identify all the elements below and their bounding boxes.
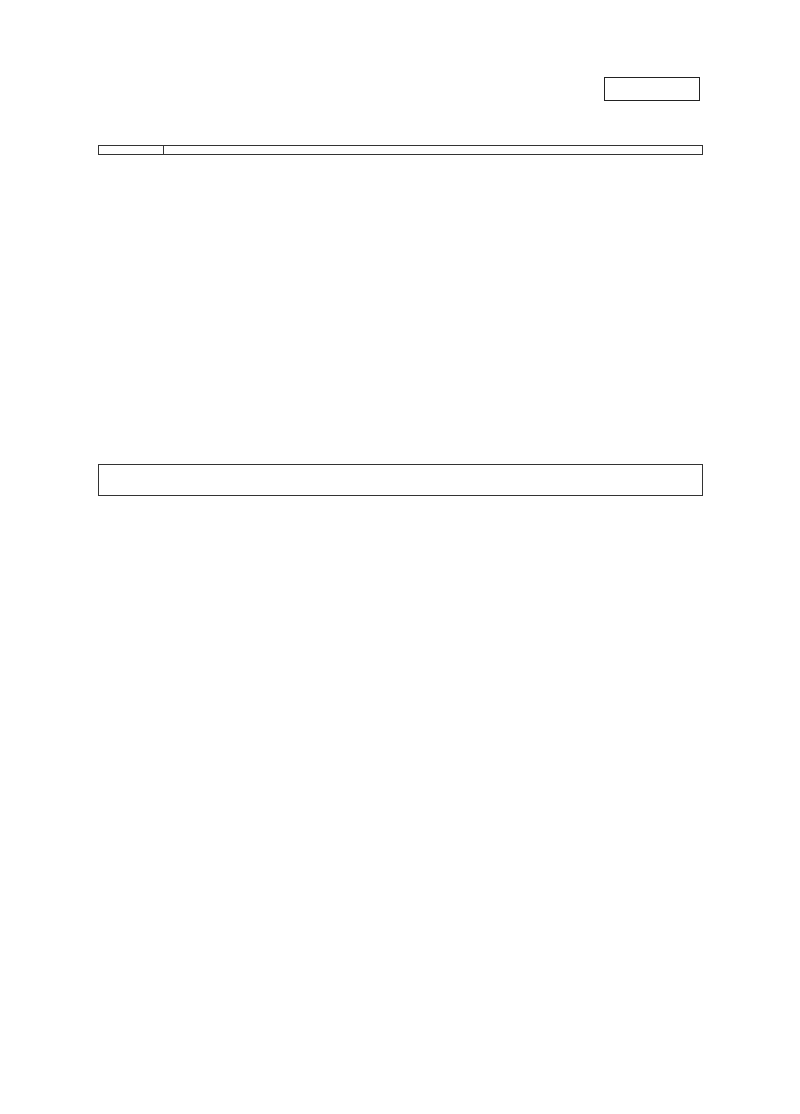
notes-cell xyxy=(164,146,703,155)
works-summary-table xyxy=(98,464,703,496)
continuation-table xyxy=(98,145,703,155)
table-header-row xyxy=(99,465,703,496)
category-cell xyxy=(99,146,164,155)
table-header xyxy=(99,465,703,496)
header-badge xyxy=(604,77,700,101)
